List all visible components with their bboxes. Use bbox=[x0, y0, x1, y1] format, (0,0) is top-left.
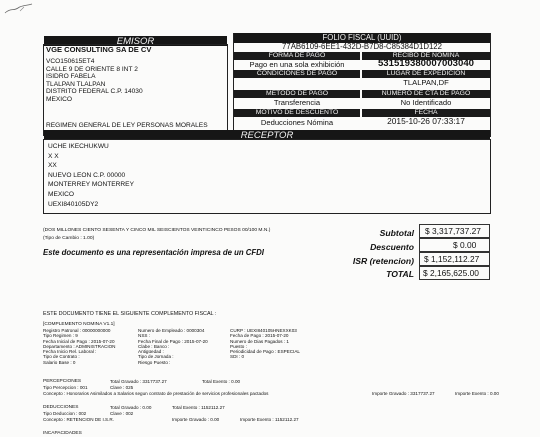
complement-col2 bbox=[138, 328, 208, 365]
cuenta-value: No Identificado bbox=[400, 98, 452, 107]
representation-note: Este documento es una representación impresa de un CFDI bbox=[43, 248, 264, 257]
receptor-line: MONTERREY MONTERREY bbox=[48, 181, 134, 189]
percepciones-concepto: Concepto : Honorarios Asimilados a Salarios segun contrato de prestación de servicios profesionales pactados bbox=[43, 391, 269, 396]
amount-words: (DOS MILLONES CIENTO SESENTA Y CINCO MIL SEISCIENTOS VEINTICINCO PESOS 00/100 M.N.) bbox=[43, 228, 271, 233]
metodo-value: Transferencia bbox=[273, 98, 321, 107]
scribble-mark bbox=[2, 2, 42, 16]
emisor-line: MEXICO bbox=[46, 95, 73, 103]
deducciones-title: DEDUCCIONES bbox=[43, 405, 79, 410]
condiciones-label: CONDICIONES DE PAGO bbox=[234, 70, 360, 78]
col2-line: Riesgo Puesto : bbox=[138, 359, 171, 365]
isr-value: $ 1,152,112.27 bbox=[424, 254, 480, 264]
emisor-line: ISIDRO FABELA bbox=[46, 73, 96, 81]
recibo-label: RECIBO DE NÓMINA bbox=[362, 52, 490, 60]
subtotal-value: $ 3,317,737.27 bbox=[425, 226, 481, 236]
complement-intro: ESTE DOCUMENTO TIENE EL SIGUIENTE COMPLEMENTO FISCAL : bbox=[43, 311, 217, 317]
emisor-name: VGE CONSULTING SA DE CV bbox=[46, 45, 152, 54]
forma-pago-value: Pago en una sola exhibición bbox=[249, 60, 345, 69]
deducciones-gravado: Total Gravado : 0.00 bbox=[110, 405, 152, 410]
emisor-line: TLALPAN TLALPAN bbox=[46, 80, 106, 88]
col3-line: Fecha de Pago : 2015-07-20 bbox=[230, 333, 289, 339]
col1-line: Fecha Inicio Rel. Laboral : bbox=[43, 349, 97, 355]
col1-line: Tipo Regimen : 9 bbox=[43, 333, 78, 339]
col2-line: NSS : bbox=[138, 333, 150, 339]
cuenta-label: NUMERO DE CTA DE PAGO bbox=[362, 90, 490, 98]
emisor-box bbox=[43, 44, 228, 136]
col3-line: Puesto : bbox=[230, 343, 247, 349]
receptor-line: XX bbox=[48, 162, 57, 170]
col1-line: Departamento : ADMINISTRACION bbox=[43, 343, 116, 349]
col2-line: Tipo de Jornada : bbox=[138, 354, 174, 360]
metodo-label: METODO DE PAGO bbox=[234, 90, 360, 98]
descuento-value: $ 0.00 bbox=[453, 240, 477, 250]
motivo-value: Deducciones Nómina bbox=[260, 118, 334, 127]
percepciones-tipo: Tipo Percepcion : 001 bbox=[43, 385, 88, 390]
forma-pago-label: FORMA DE PAGO bbox=[234, 52, 360, 60]
deducciones-tipo: Tipo Deduccion : 002 bbox=[43, 411, 87, 416]
folio-value: 77AB6109-6EE1-432D-B7D8-C85384D1D122 bbox=[282, 42, 442, 51]
receptor-box bbox=[43, 139, 491, 214]
receptor-header: RECEPTOR bbox=[44, 130, 490, 140]
emisor-line: DISTRITO FEDERAL C.P. 14030 bbox=[46, 88, 143, 96]
motivo-label: MOTIVO DE DESCUENTO bbox=[234, 109, 360, 117]
lugar-value: TLALPAN,DF bbox=[403, 78, 449, 87]
deducciones-imp-exento: Importe Exento : 1152112.27 bbox=[240, 417, 299, 422]
receptor-line: UCHE IKECHUKWU bbox=[48, 143, 109, 150]
recibo-value: 531519380007003040 bbox=[377, 58, 475, 69]
folio-label: FOLIO FISCAL (UUID) bbox=[234, 33, 490, 43]
complement-title: [COMPLEMENTO NOMINA V1.1] bbox=[43, 322, 115, 327]
emisor-regimen: REGIMEN GENERAL DE LEY PERSONAS MORALES bbox=[46, 122, 208, 129]
emisor-line: CALLE 9 DE ORIENTE 8 INT 2 bbox=[46, 65, 138, 73]
col1-line: Tipo de Contrato : bbox=[43, 354, 80, 360]
isr-label: ISR (retencion) bbox=[352, 256, 414, 266]
col1-line: Fecha Inicial de Pago : 2015-07-20 bbox=[43, 338, 115, 344]
fecha-label: FECHA bbox=[362, 109, 490, 117]
fecha-value: 2015-10-26 07:33:17 bbox=[387, 116, 465, 126]
deducciones-imp-gravado: Importe Gravado : 0.00 bbox=[172, 417, 220, 422]
receptor-line: MEXICO bbox=[48, 190, 75, 198]
percepciones-imp-exento: Importe Exento : 0.00 bbox=[455, 391, 499, 396]
descuento-label: Descuento bbox=[370, 242, 414, 252]
col2-line: Clabe : Banco : bbox=[138, 343, 170, 349]
percepciones-title: PERCEPCIONES bbox=[43, 379, 82, 384]
lugar-label: LUGAR DE EXPEDICION bbox=[362, 70, 490, 78]
percepciones-imp-gravado: Importe Gravado : 3317737.27 bbox=[372, 391, 435, 396]
col2-line: Fecha Final de Pago : 2015-07-20 bbox=[138, 338, 208, 344]
col2-line: Numero de Empleado : 0000304 bbox=[138, 328, 205, 333]
col1-line: Registro Patronal : 00000000000 bbox=[43, 328, 111, 333]
receptor-address bbox=[48, 142, 134, 209]
col3-line: CURP : UEXI840105HNEXXK03 bbox=[230, 328, 297, 333]
col1-line: Salario Base : 0 bbox=[43, 359, 76, 365]
total-value: $ 2,165,625.00 bbox=[423, 268, 479, 278]
col3-line: Periodicidad de Pago : ESPECIAL bbox=[230, 349, 300, 355]
subtotal-label: Subtotal bbox=[379, 228, 414, 238]
deducciones-concepto: Concepto : RETENCION DE I.S.R. bbox=[43, 417, 114, 422]
col3-line: Numero de Dias Pagados : 1 bbox=[230, 338, 289, 344]
emisor-address bbox=[46, 58, 143, 104]
emisor-header: EMISOR bbox=[44, 36, 227, 46]
complement-col1 bbox=[43, 328, 116, 365]
col3-line: SDI : 0 bbox=[230, 354, 245, 360]
complement-col3 bbox=[230, 328, 300, 360]
receptor-line: X X bbox=[48, 152, 59, 160]
receptor-line: UEXI840105DY2 bbox=[48, 200, 99, 208]
receptor-line: NUEVO LEON C.P. 00000 bbox=[48, 171, 126, 179]
percepciones-exento: Total Exento : 0.00 bbox=[202, 379, 241, 384]
tipo-cambio: (Tipo de Cambio : 1.00) bbox=[43, 236, 95, 241]
percepciones-clave: Clave : 025 bbox=[110, 385, 134, 390]
deducciones-clave: Clave : 002 bbox=[110, 411, 134, 416]
deducciones-exento: Total Exento : 1152112.27 bbox=[172, 405, 225, 410]
col2-line: Antigüedad : bbox=[138, 349, 164, 355]
emisor-line: VCO150615ET4 bbox=[46, 58, 95, 65]
incapacidades-title: INCAPACIDADES bbox=[43, 431, 82, 436]
percepciones-gravado: Total Gravado : 3317737.27 bbox=[110, 379, 167, 384]
total-label: TOTAL bbox=[386, 269, 414, 279]
